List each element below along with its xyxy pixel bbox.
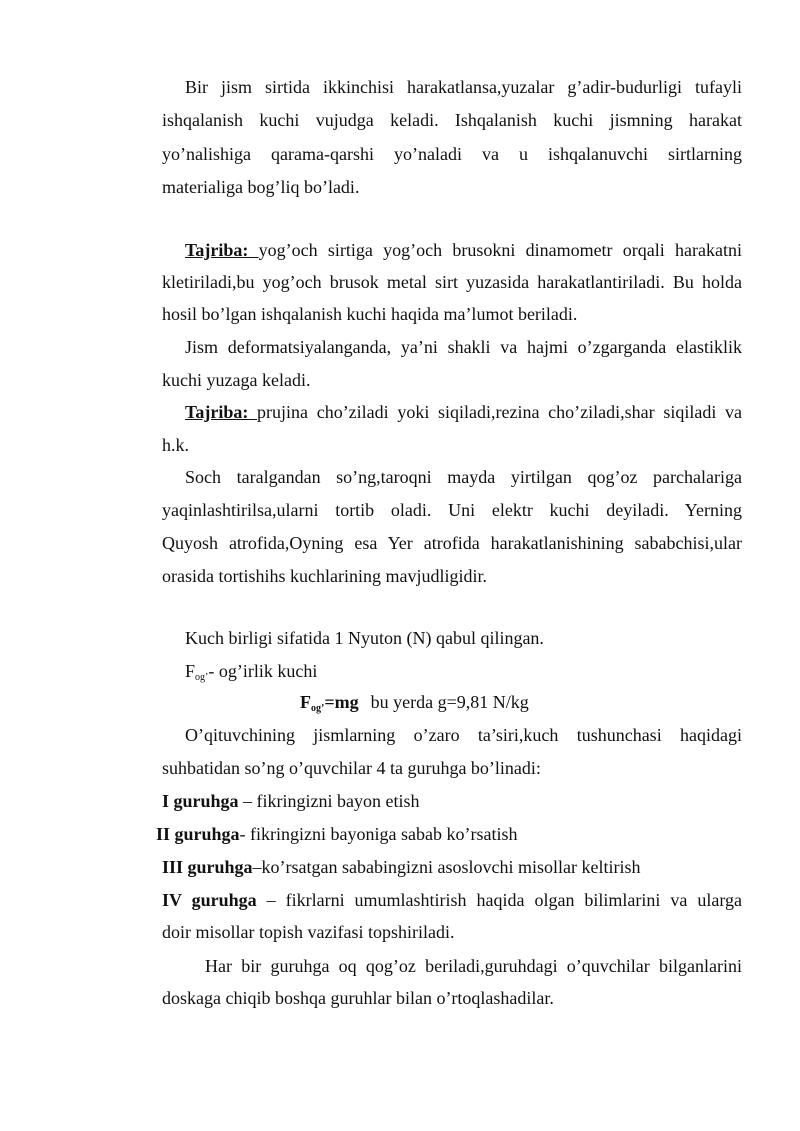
para-friction-line-3: yo’nalishiga qarama-qarshi yo’naladi va u ishqalanuvchi sirtlarning (162, 144, 742, 164)
para-electric-line-2: yaqinlashtirilsa,ularni tortib oladi. Uni elektr kuchi deyiladi. Yerning (162, 500, 742, 520)
weight-formula (300, 691, 529, 713)
group-2-item (156, 823, 517, 845)
experiment-label: Tajriba: (185, 240, 259, 260)
formula-subscript: og’ (311, 703, 325, 714)
group-1-item (162, 790, 420, 812)
para-experiment-1-line-2: kletiriladi,bu yog’och brusok metal sirt yuzasida harakatlantiriladi. Bu holda (162, 272, 742, 292)
para-friction-line-1: Bir jism sirtida ikkinchisi harakatlansa,yuzalar g’adir-budurligi tufayli (185, 77, 742, 97)
experiment-text: prujina cho’ziladi yoki siqiladi,rezina cho’ziladi,shar siqiladi va (257, 402, 742, 422)
para-experiment-1-line-3: hosil bo’lgan ishqalanish kuchi haqida ma’lumot beriladi. (162, 304, 578, 324)
para-experiment-2-line-2: h.k. (162, 435, 189, 455)
formula-symbol: F (300, 692, 311, 712)
force-description: - og’irlik kuchi (208, 661, 318, 681)
para-elastic-line-1: Jism deformatsiyalanganda, ya’ni shakli va hajmi o’zgarganda elastiklik (185, 337, 742, 357)
formula-rhs: =mg (324, 692, 359, 712)
para-electric-line-4: orasida tortishihs kuchlarining mavjudligidir. (162, 566, 487, 586)
para-closing-line-1: Har bir guruhga oq qog’oz beriladi,guruhdagi o’quvchilar bilganlarini (205, 956, 742, 976)
formula-note: bu yerda g=9,81 N/kg (370, 692, 529, 712)
group-3-label: III guruhga (162, 857, 253, 877)
para-elastic-line-2: kuchi yuzaga keladi. (162, 370, 311, 390)
group-3-item (162, 856, 640, 878)
force-subscript: og’ (195, 672, 209, 683)
para-electric-line-3: Quyosh atrofida,Oyning esa Yer atrofida harakatlanishining sababchisi,ular (162, 533, 742, 553)
group-2-text: - fikringizni bayoniga sabab ko’rsatish (239, 824, 518, 844)
experiment-text: yog’och sirtiga yog’och brusokni dinamometr orqali harakatni (258, 240, 743, 260)
para-electric-line-1: Soch taralgandan so’ng,taroqni mayda yirtilgan qog’oz parchalariga (185, 467, 742, 487)
weight-force-definition (185, 660, 317, 682)
group-1-label: I guruhga (162, 791, 239, 811)
group-3-text: –ko’rsatgan sababingizni asoslovchi misollar keltirish (252, 857, 641, 877)
para-experiment-2-line-1 (185, 401, 742, 423)
group-4-text: – fikrlarni umumlashtirish haqida olgan bilimlarini va ularga (256, 890, 742, 910)
group-1-text: – fikringizni bayon etish (238, 791, 420, 811)
group-4-item (162, 889, 742, 911)
group-2-label: II guruhga (156, 824, 240, 844)
para-friction-line-2: ishqalanish kuchi vujudga keladi. Ishqalanish kuchi jismning harakat (162, 110, 742, 130)
experiment-label: Tajriba: (185, 402, 258, 422)
para-newton-line: Kuch birligi sifatida 1 Nyuton (N) qabul qilingan. (185, 628, 544, 648)
para-experiment-1-line-1 (185, 239, 742, 261)
group-4-label: IV guruhga (162, 890, 257, 910)
para-teacher-line-1: O’qituvchining jismlarning o’zaro ta’siri,kuch tushunchasi haqidagi (185, 725, 742, 745)
force-symbol: F (185, 661, 196, 681)
para-closing-line-2: doskaga chiqib boshqa guruhlar bilan o’rtoqlashadilar. (162, 988, 554, 1008)
group-4-item-line-2: doir misollar topish vazifasi topshiriladi. (162, 922, 455, 942)
para-teacher-line-2: suhbatidan so’ng o’quvchilar 4 ta guruhga bo’linadi: (162, 758, 541, 778)
para-friction-line-4: materialiga bog’liq bo’ladi. (162, 177, 360, 197)
